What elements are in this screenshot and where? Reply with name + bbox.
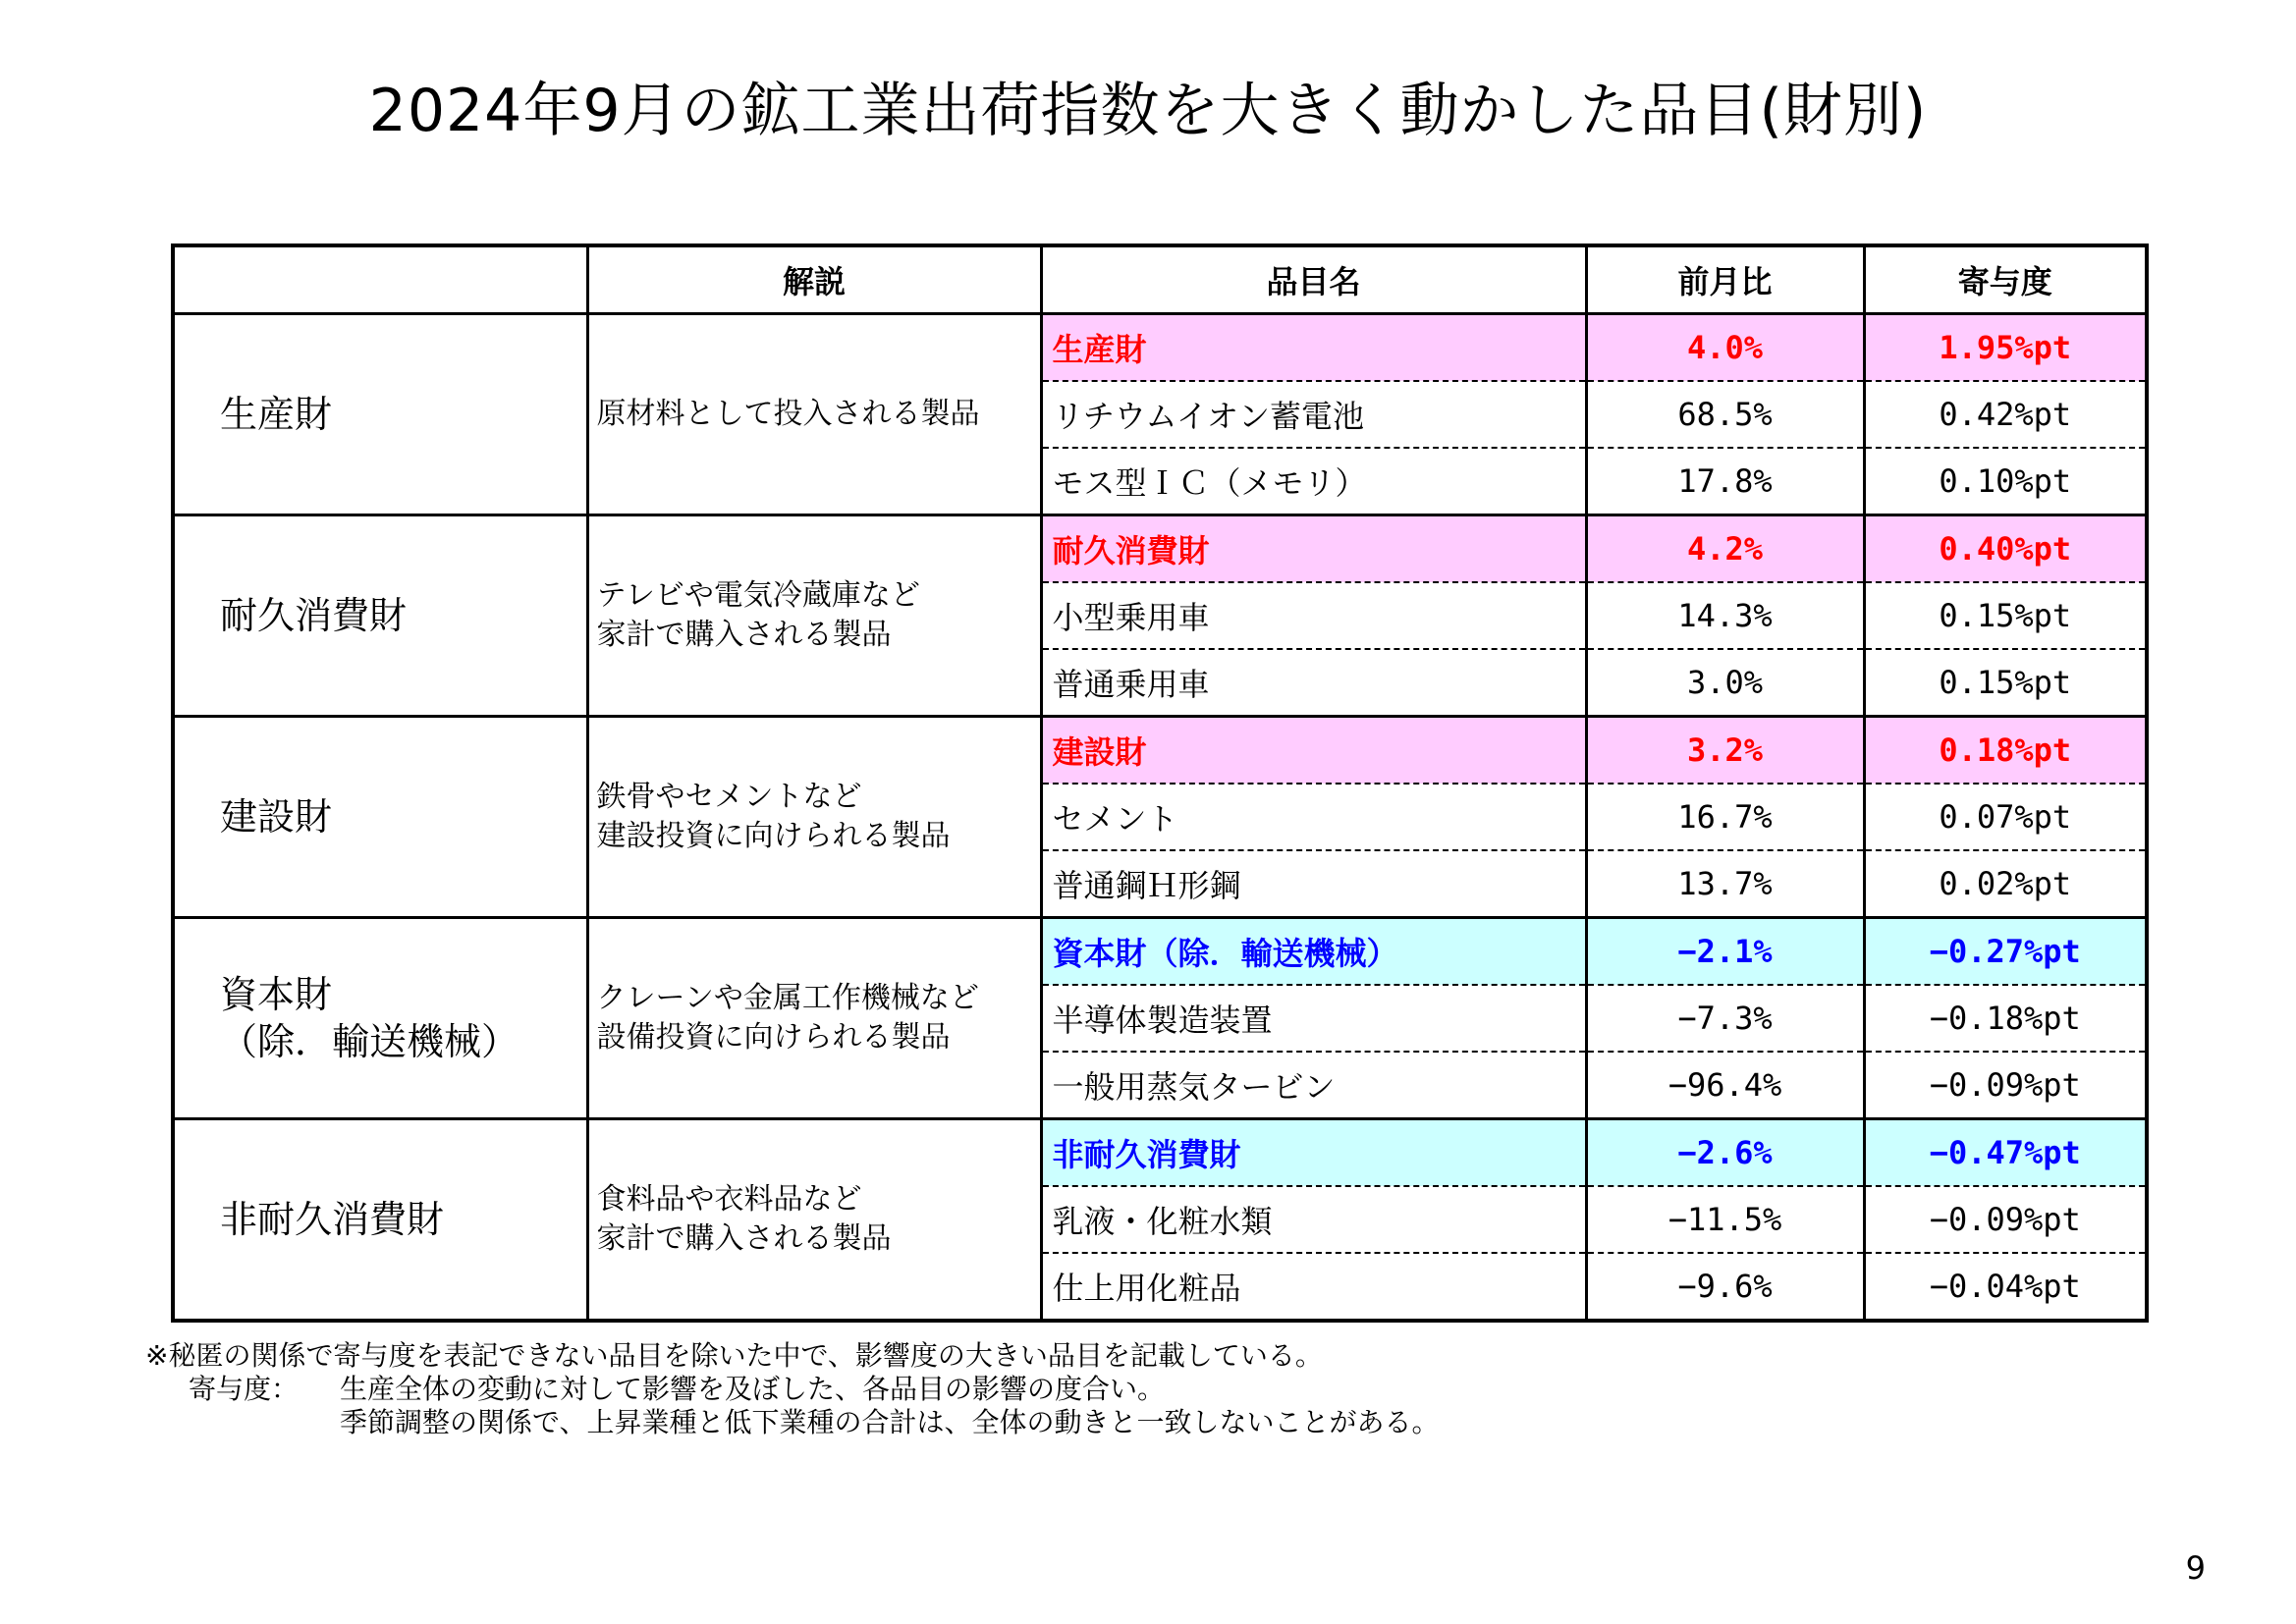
header-item-name: 品目名 — [1041, 245, 1586, 314]
item-mom: 13.7% — [1586, 850, 1864, 918]
item-contribution: 0.10%pt — [1864, 448, 2147, 515]
header-description: 解説 — [587, 245, 1041, 314]
description-cell: クレーンや金属工作機械など 設備投資に向けられる製品 — [587, 918, 1041, 1119]
page-title: 2024年9月の鉱工業出荷指数を大きく動かした品目(財別) — [368, 77, 1928, 145]
item-mom: 68.5% — [1586, 381, 1864, 448]
summary-contribution: 0.40%pt — [1864, 515, 2147, 583]
summary-row — [173, 515, 2147, 583]
item-name: 乳液・化粧水類 — [1041, 1186, 1586, 1253]
item-mom: 14.3% — [1586, 582, 1864, 649]
page-number: 9 — [2185, 1549, 2206, 1587]
item-contribution: −0.04%pt — [1864, 1253, 2147, 1321]
summary-name: 資本財（除．輸送機械） — [1041, 918, 1586, 986]
description-cell: テレビや電気冷蔵庫など 家計で購入される製品 — [587, 515, 1041, 717]
item-name: モス型ＩＣ（メモリ） — [1041, 448, 1586, 515]
summary-mom: −2.1% — [1586, 918, 1864, 986]
summary-row — [173, 918, 2147, 986]
item-name: 半導体製造装置 — [1041, 985, 1586, 1052]
goods-table — [171, 244, 2149, 1323]
description-cell: 食料品や衣料品など 家計で購入される製品 — [587, 1119, 1041, 1322]
item-contribution: −0.09%pt — [1864, 1186, 2147, 1253]
item-mom: 16.7% — [1586, 784, 1864, 850]
item-contribution: 0.15%pt — [1864, 582, 2147, 649]
summary-name: 建設財 — [1041, 717, 1586, 785]
category-label: 資本財 — [220, 973, 333, 1016]
summary-row — [173, 717, 2147, 785]
category-cell — [173, 918, 587, 1119]
item-name: 仕上用化粧品 — [1041, 1253, 1586, 1321]
footnote-label: 寄与度： — [189, 1373, 300, 1405]
summary-mom: 3.2% — [1586, 717, 1864, 785]
description-cell: 鉄骨やセメントなど 建設投資に向けられる製品 — [587, 717, 1041, 918]
summary-mom: 4.2% — [1586, 515, 1864, 583]
footnote-line3: 季節調整の関係で、上昇業種と低下業種の合計は、全体の動きと一致しないことがある。 — [340, 1406, 1440, 1438]
category-label: 耐久消費財 — [220, 594, 408, 637]
item-mom: −9.6% — [1586, 1253, 1864, 1321]
item-name: 普通乗用車 — [1041, 649, 1586, 717]
item-mom: −11.5% — [1586, 1186, 1864, 1253]
item-name: 小型乗用車 — [1041, 582, 1586, 649]
summary-mom: 4.0% — [1586, 314, 1864, 382]
summary-contribution: 0.18%pt — [1864, 717, 2147, 785]
description-cell: 原材料として投入される製品 — [587, 314, 1041, 515]
category-label-line2: （除．輸送機械） — [220, 1020, 519, 1063]
header-category — [173, 245, 587, 314]
header-mom: 前月比 — [1586, 245, 1864, 314]
item-mom: 3.0% — [1586, 649, 1864, 717]
footnotes — [145, 1339, 1439, 1439]
item-name: セメント — [1041, 784, 1586, 850]
item-mom: 17.8% — [1586, 448, 1864, 515]
table-header-row — [173, 245, 2147, 314]
item-name: リチウムイオン蓄電池 — [1041, 381, 1586, 448]
category-cell — [173, 515, 587, 717]
summary-name: 耐久消費財 — [1041, 515, 1586, 583]
category-cell — [173, 314, 587, 515]
category-cell — [173, 1119, 587, 1322]
item-mom: −96.4% — [1586, 1052, 1864, 1119]
item-contribution: 0.15%pt — [1864, 649, 2147, 717]
item-contribution: 0.02%pt — [1864, 850, 2147, 918]
summary-name: 非耐久消費財 — [1041, 1119, 1586, 1187]
item-contribution: 0.42%pt — [1864, 381, 2147, 448]
category-cell — [173, 717, 587, 918]
item-contribution: 0.07%pt — [1864, 784, 2147, 850]
summary-row — [173, 1119, 2147, 1187]
footnote-line2: 生産全体の変動に対して影響を及ぼした、各品目の影響の度合い。 — [340, 1373, 1166, 1405]
item-contribution: −0.18%pt — [1864, 985, 2147, 1052]
category-label: 生産財 — [220, 393, 333, 436]
summary-contribution: −0.47%pt — [1864, 1119, 2147, 1187]
item-contribution: −0.09%pt — [1864, 1052, 2147, 1119]
summary-row — [173, 314, 2147, 382]
header-contribution: 寄与度 — [1864, 245, 2147, 314]
summary-mom: −2.6% — [1586, 1119, 1864, 1187]
summary-name: 生産財 — [1041, 314, 1586, 382]
category-label: 建設財 — [220, 795, 333, 839]
category-label: 非耐久消費財 — [220, 1198, 445, 1241]
item-name: 一般用蒸気タービン — [1041, 1052, 1586, 1119]
summary-contribution: −0.27%pt — [1864, 918, 2147, 986]
item-mom: −7.3% — [1586, 985, 1864, 1052]
summary-contribution: 1.95%pt — [1864, 314, 2147, 382]
item-name: 普通鋼Ｈ形鋼 — [1041, 850, 1586, 918]
footnote-line1: ※秘匿の関係で寄与度を表記できない品目を除いた中で、影響度の大きい品目を記載している。 — [145, 1339, 1323, 1372]
